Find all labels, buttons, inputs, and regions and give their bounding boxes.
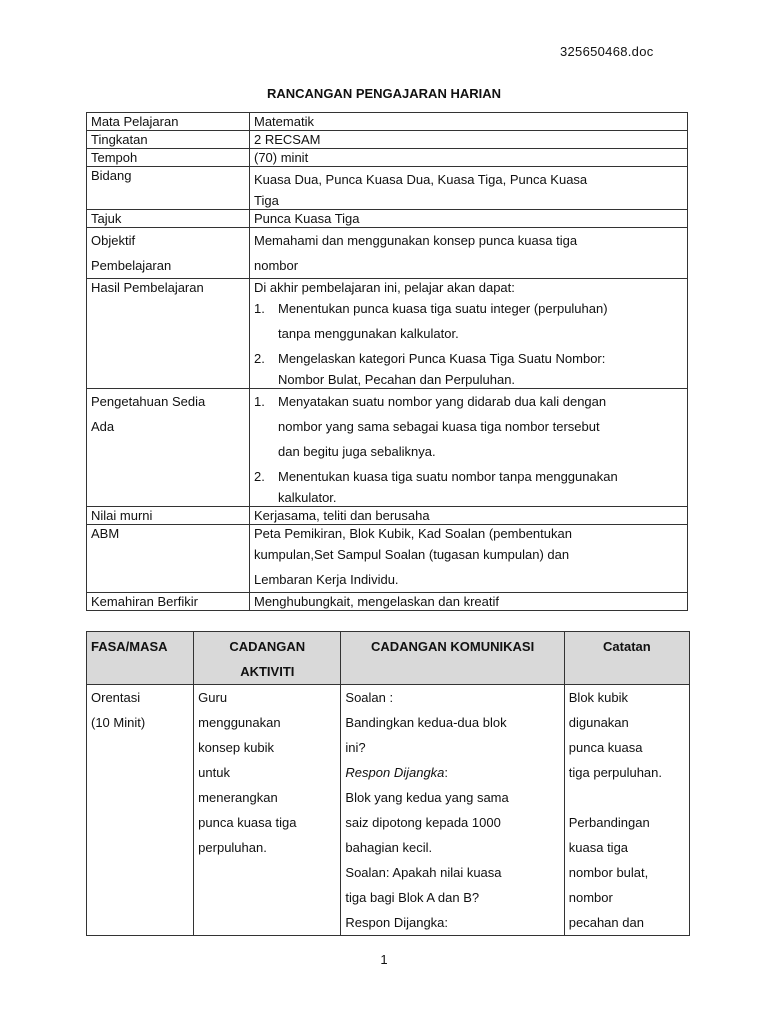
cell-catatan	[564, 685, 689, 936]
header-aktiviti-line-1: CADANGAN	[229, 639, 306, 654]
pengetahuan-item-2-line-1: Menentukan kuasa tiga suatu nombor tanpa menggunakan	[278, 469, 618, 484]
catatan-line: nombor bulat,	[568, 865, 649, 880]
list-item	[254, 346, 683, 388]
label-nilai: Nilai murni	[87, 507, 250, 525]
pengetahuan-label-line-1: Pengetahuan Sedia	[91, 394, 206, 409]
label-tajuk: Tajuk	[87, 210, 250, 228]
document-title: RANCANGAN PENGAJARAN HARIAN	[266, 86, 501, 101]
komunikasi-line: tiga bagi Blok A dan B?	[345, 890, 480, 905]
label-tempoh: Tempoh	[87, 149, 250, 167]
pengetahuan-item-1-line-1: Menyatakan suatu nombor yang didarab dua kali dengan	[278, 394, 607, 409]
catatan-line: Blok kubik	[568, 690, 629, 705]
list-number: 2.	[254, 351, 265, 366]
header-aktiviti-line-2: AKTIVITI	[240, 664, 295, 679]
catatan-line: Perbandingan	[568, 815, 650, 830]
fasa-line-2: (10 Minit)	[91, 715, 146, 730]
respon-label: Respon Dijangka	[345, 765, 445, 780]
activity-table	[86, 631, 690, 936]
list-item	[254, 389, 683, 464]
table-row	[87, 389, 688, 507]
list-number: 1.	[254, 394, 265, 409]
catatan-line: tiga perpuluhan.	[568, 765, 663, 780]
list-number: 2.	[254, 469, 265, 484]
table-row	[87, 131, 688, 149]
header-fasa: FASA/MASA	[87, 632, 194, 685]
aktiviti-line: untuk	[198, 765, 230, 780]
catatan-spacer	[569, 785, 685, 810]
value-hasil	[250, 279, 688, 389]
table-header-row	[87, 632, 690, 685]
hasil-item-1-line-1: Menentukan punca kuasa tiga suatu integer (perpuluhan)	[278, 301, 608, 316]
lesson-info-table	[86, 112, 688, 611]
komunikasi-line: Respon Dijangka:	[345, 915, 449, 930]
table-row	[87, 279, 688, 389]
cell-aktiviti	[194, 685, 341, 936]
table-row	[87, 228, 688, 279]
catatan-line: nombor	[568, 890, 613, 905]
hasil-item-2-line-1: Mengelaskan kategori Punca Kuasa Tiga Suatu Nombor:	[278, 351, 606, 366]
value-tempoh: (70) minit	[250, 149, 688, 167]
header-catatan: Catatan	[564, 632, 689, 685]
komunikasi-line: ini?	[345, 740, 366, 755]
abm-line-2: kumpulan,Set Sampul Soalan (tugasan kumpulan) dan	[254, 547, 570, 562]
table-row	[87, 593, 688, 611]
label-hasil: Hasil Pembelajaran	[87, 279, 250, 389]
value-tingkatan: 2 RECSAM	[250, 131, 688, 149]
hasil-item-1-line-2: tanpa menggunakan kalkulator.	[278, 326, 459, 341]
hasil-intro: Di akhir pembelajaran ini, pelajar akan dapat:	[254, 280, 515, 295]
value-abm	[250, 525, 688, 593]
label-bidang: Bidang	[87, 167, 250, 210]
komunikasi-line: Bandingkan kedua-dua blok	[345, 715, 507, 730]
pengetahuan-label-line-2: Ada	[91, 419, 115, 434]
objektif-line-1: Memahami dan menggunakan konsep punca kuasa tiga	[254, 233, 578, 248]
pengetahuan-item-2-line-2: kalkulator.	[278, 490, 337, 505]
header-cadangan-aktiviti	[194, 632, 341, 685]
value-kemahiran: Menghubungkait, mengelaskan dan kreatif	[250, 593, 688, 611]
label-pengetahuan	[87, 389, 250, 507]
catatan-line: pecahan dan	[568, 915, 644, 930]
aktiviti-line: Guru	[198, 690, 228, 705]
abm-line-3: Lembaran Kerja Individu.	[254, 572, 399, 587]
aktiviti-line: punca kuasa tiga	[198, 815, 297, 830]
table-row	[87, 113, 688, 131]
table-row	[87, 167, 688, 210]
label-mata-pelajaran: Mata Pelajaran	[87, 113, 250, 131]
objektif-label-line-2: Pembelajaran	[91, 258, 172, 273]
value-objektif	[250, 228, 688, 279]
pengetahuan-item-1-line-2: nombor yang sama sebagai kuasa tiga nombor tersebut	[278, 419, 600, 434]
table-row	[87, 525, 688, 593]
catatan-line: punca kuasa	[568, 740, 643, 755]
value-pengetahuan	[250, 389, 688, 507]
pengetahuan-item-1-line-3: dan begitu juga sebaliknya.	[278, 444, 436, 459]
pengetahuan-list	[254, 389, 683, 506]
table-row	[87, 507, 688, 525]
komunikasi-line: Soalan :	[345, 690, 394, 705]
catatan-line: digunakan	[568, 715, 629, 730]
hasil-list	[254, 296, 683, 388]
respon-colon: :	[444, 765, 449, 780]
file-name: 325650468.doc	[560, 44, 654, 59]
cell-komunikasi	[341, 685, 564, 936]
objektif-label-line-1: Objektif	[91, 233, 136, 248]
komunikasi-line: Soalan: Apakah nilai kuasa	[345, 865, 502, 880]
fasa-line-1: Orentasi	[91, 690, 141, 705]
bidang-line-1: Kuasa Dua, Punca Kuasa Dua, Kuasa Tiga, Punca Kuasa	[254, 172, 588, 187]
objektif-line-2: nombor	[254, 258, 299, 273]
cell-fasa	[87, 685, 194, 936]
label-abm: ABM	[87, 525, 250, 593]
aktiviti-line: konsep kubik	[198, 740, 275, 755]
abm-line-1: Peta Pemikiran, Blok Kubik, Kad Soalan (pembentukan	[254, 526, 572, 541]
komunikasi-line	[345, 760, 559, 785]
aktiviti-line: menerangkan	[198, 790, 278, 805]
value-mata-pelajaran: Matematik	[250, 113, 688, 131]
komunikasi-line: saiz dipotong kepada 1000	[345, 815, 501, 830]
catatan-line: kuasa tiga	[568, 840, 629, 855]
list-number: 1.	[254, 301, 265, 316]
komunikasi-line: Blok yang kedua yang sama	[345, 790, 509, 805]
list-item	[254, 464, 683, 506]
label-kemahiran: Kemahiran Berfikir	[87, 593, 250, 611]
table-row	[87, 210, 688, 228]
bidang-line-2: Tiga	[254, 193, 279, 208]
page-number: 1	[380, 952, 388, 967]
label-tingkatan: Tingkatan	[87, 131, 250, 149]
komunikasi-line: bahagian kecil.	[345, 840, 433, 855]
aktiviti-line: menggunakan	[198, 715, 281, 730]
value-nilai: Kerjasama, teliti dan berusaha	[250, 507, 688, 525]
label-objektif	[87, 228, 250, 279]
table-row	[87, 149, 688, 167]
hasil-item-2-line-2: Nombor Bulat, Pecahan dan Perpuluhan.	[278, 372, 516, 387]
table-row	[87, 685, 690, 936]
list-item	[254, 296, 683, 346]
aktiviti-line: perpuluhan.	[198, 840, 267, 855]
value-tajuk: Punca Kuasa Tiga	[250, 210, 688, 228]
value-bidang	[250, 167, 688, 210]
header-komunikasi: CADANGAN KOMUNIKASI	[341, 632, 564, 685]
